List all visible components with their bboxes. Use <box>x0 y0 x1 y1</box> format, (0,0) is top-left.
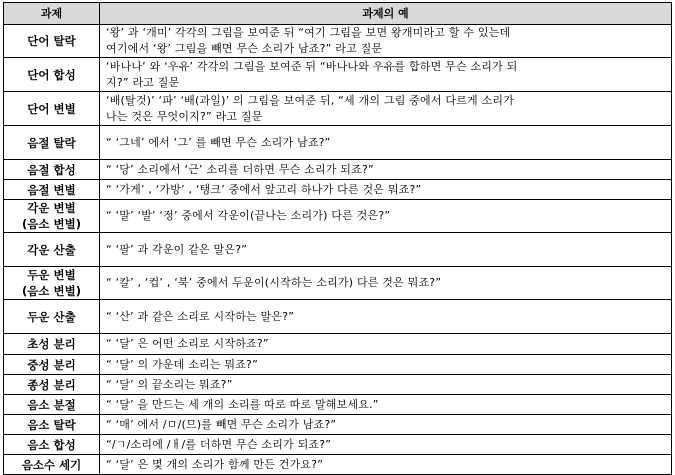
task-name-line: 두운 산출 <box>27 309 76 324</box>
task-example-cell <box>100 25 672 58</box>
task-name-cell <box>4 355 100 375</box>
table-row <box>4 435 672 455</box>
task-name-line: (음소 변별) <box>22 217 81 231</box>
task-name-line: 음소 분절 <box>27 397 76 412</box>
task-example-cell <box>100 334 672 355</box>
task-example-line: 나는 것은 무엇이지?” 라고 질문 <box>106 109 263 123</box>
task-example-line: “ ‘달’ 을 만드는 세 개의 소리를 따로 따로 말해보세요.” <box>106 397 379 411</box>
task-example-cell <box>100 233 672 267</box>
task-example-line: “ ‘달’ 의 끝소리는 뭐죠?” <box>106 377 233 391</box>
task-example-cell <box>100 435 672 455</box>
task-example-cell <box>100 126 672 160</box>
table-body <box>4 25 672 475</box>
table-row <box>4 334 672 355</box>
task-name-line: 종성 분리 <box>27 377 76 392</box>
task-name-cell <box>4 334 100 355</box>
task-name-line: 음절 변별 <box>27 182 76 197</box>
task-example-line: 여기에서 ‘왕’ 그림을 빼면 무슨 소리가 남죠?” 라고 질문 <box>106 42 383 55</box>
task-name-line: 음소 탈락 <box>27 417 76 432</box>
task-example-line: “ ‘말’ ‘발’ ‘정’ 중에서 각운이(끝나는 소리가) 다른 것은?” <box>106 209 391 222</box>
header-task: 과제 <box>4 3 100 25</box>
task-example-line: “/ㄱ/소리에 /ㅐ/를 더하면 무슨 소리가 되죠?” <box>106 437 332 451</box>
task-name-cell <box>4 25 100 58</box>
table-row <box>4 126 672 160</box>
task-name-cell <box>4 435 100 455</box>
phonological-task-table <box>3 2 672 475</box>
task-name-line: 단어 변별 <box>27 101 76 116</box>
task-example-cell <box>100 200 672 233</box>
task-example-line: “ ‘달’ 은 몇 개의 소리가 함께 만든 건가요?” <box>106 457 324 471</box>
task-name-cell <box>4 267 100 300</box>
table-row <box>4 160 672 180</box>
table-row <box>4 58 672 92</box>
table-row <box>4 415 672 435</box>
task-example-line: “ ‘달’ 은 어떤 소리로 시작하죠?” <box>106 337 269 350</box>
task-name-cell <box>4 180 100 200</box>
table-row <box>4 395 672 415</box>
task-name-cell <box>4 395 100 415</box>
task-example-cell <box>100 355 672 375</box>
task-name-cell <box>4 300 100 334</box>
task-name-line: 두운 변별 <box>27 268 76 282</box>
table-row <box>4 25 672 58</box>
task-name-line: 음절 합성 <box>27 162 76 177</box>
table-header-row <box>4 3 672 25</box>
task-name-cell <box>4 233 100 267</box>
task-example-line: 지?” 라고 질문 <box>106 75 180 89</box>
task-name-line: 단어 탈락 <box>27 34 76 48</box>
task-name-cell <box>4 58 100 92</box>
task-example-line: “ ‘달’ 의 가운데 소리는 뭐죠?” <box>106 357 258 371</box>
task-example-cell <box>100 375 672 395</box>
header-example: 과제의 예 <box>100 3 672 25</box>
task-example-cell <box>100 180 672 200</box>
task-example-cell <box>100 92 672 126</box>
task-example-cell <box>100 395 672 415</box>
task-example-cell <box>100 58 672 92</box>
task-example-line: “ ‘그네’ 에서 ‘그’ 를 빼면 무슨 소리가 남죠?” <box>106 135 331 149</box>
task-name-cell <box>4 126 100 160</box>
task-name-cell <box>4 160 100 180</box>
table-row <box>4 375 672 395</box>
task-example-line: ‘왕’ 과 ‘개미’ 각각의 그림을 보여준 뒤 “여기 그림을 보면 왕개미라고 할 수 있는데 <box>106 26 511 39</box>
table-row <box>4 233 672 267</box>
table-row <box>4 267 672 300</box>
task-name-line: 각운 산출 <box>27 242 76 257</box>
task-name-line: 음절 탈락 <box>27 135 76 150</box>
table-row <box>4 92 672 126</box>
task-name-cell <box>4 200 100 233</box>
task-example-line: “ ‘팔’ 과 각운이 같은 말은?” <box>106 242 248 256</box>
table-row <box>4 355 672 375</box>
task-example-line: “ ‘칼’ , ‘컵’ , ‘북’ 중에서 두운이(시작하는 소리가) 다른 것은 뭐죠?” <box>106 276 442 289</box>
table-row <box>4 180 672 200</box>
task-name-line: (음소 변별) <box>22 284 81 298</box>
table-row <box>4 200 672 233</box>
task-example-cell <box>100 267 672 300</box>
task-example-line: “ ‘산’ 과 같은 소리로 시작하는 말은?” <box>106 309 295 323</box>
task-name-line: 음소수 세기 <box>21 457 82 472</box>
task-name-cell <box>4 92 100 126</box>
task-example-line: “ ‘매’ 에서 /ㅁ/(므)를 빼면 무슨 소리가 남죠?” <box>106 417 337 431</box>
task-example-line: ‘바나나’ 와 ‘우유’ 각각의 그림을 보여준 뒤 “바나나와 우유를 합하면 무슨 소리가 되 <box>106 59 518 73</box>
table-row <box>4 300 672 334</box>
task-name-line: 단어 합성 <box>27 67 76 82</box>
task-name-line: 각운 변별 <box>27 201 76 215</box>
task-example-line: ‘배(탈것)’ ‘파’ ‘배(과일)’ 의 그림을 보여준 뒤, “세 개의 그림 중에서 다르게 소리가 <box>106 93 515 107</box>
task-name-cell <box>4 375 100 395</box>
task-name-line: 초성 분리 <box>27 337 76 351</box>
task-example-cell <box>100 160 672 180</box>
task-example-line: “ ‘당’ 소리에서 ‘근’ 소리를 더하면 무슨 소리가 되죠?” <box>106 162 374 176</box>
task-example-cell <box>100 300 672 334</box>
table-row <box>4 455 672 475</box>
task-name-cell <box>4 455 100 475</box>
task-example-cell <box>100 455 672 475</box>
task-name-line: 음소 합성 <box>27 437 76 452</box>
task-example-line: “ ‘가게’ , ‘가방’ , ‘탱크’ 중에서 앞고리 하나가 다른 것은 뭐죠?” <box>106 182 422 196</box>
task-name-line: 중성 분리 <box>27 357 76 372</box>
task-example-cell <box>100 415 672 435</box>
task-name-cell <box>4 415 100 435</box>
